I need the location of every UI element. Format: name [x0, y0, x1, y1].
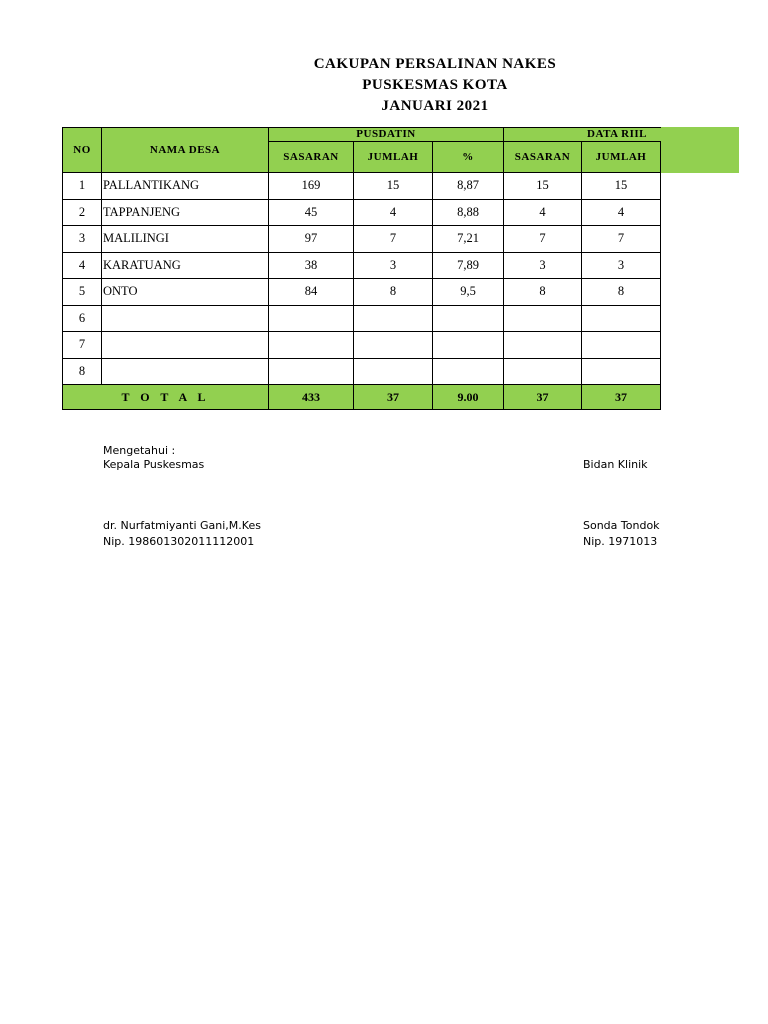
total-jumlah: 37 [354, 385, 433, 410]
header-data-riil: DATA RIIL [504, 128, 661, 142]
row-jumlah: 15 [354, 173, 433, 200]
bidan-nip: Nip. 1971013 [583, 535, 658, 548]
row-jumlah: 7 [354, 226, 433, 253]
total-riil-sasaran: 37 [504, 385, 582, 410]
row-riil-jumlah [582, 358, 661, 385]
title-line-2: PUSKESMAS KOTA [362, 77, 508, 93]
title-line-1: CAKUPAN PERSALINAN NAKES [313, 56, 557, 72]
row-percent [433, 305, 504, 332]
row-riil-sasaran: 8 [504, 279, 582, 306]
row-no: 4 [63, 252, 102, 279]
row-riil-jumlah [582, 332, 661, 359]
header-nama-desa: NAMA DESA [102, 128, 269, 173]
row-riil-jumlah: 7 [582, 226, 661, 253]
bidan-title: Bidan Klinik [583, 458, 648, 471]
table-row [63, 252, 661, 279]
header-sasaran: SASARAN [269, 142, 354, 173]
row-percent [433, 358, 504, 385]
row-no: 5 [63, 279, 102, 306]
row-sasaran: 169 [269, 173, 354, 200]
total-percent: 9.00 [433, 385, 504, 410]
row-no: 2 [63, 199, 102, 226]
row-no: 7 [63, 332, 102, 359]
row-riil-sasaran [504, 358, 582, 385]
row-riil-jumlah: 4 [582, 199, 661, 226]
row-percent: 8,88 [433, 199, 504, 226]
row-percent: 8,87 [433, 173, 504, 200]
row-percent [433, 332, 504, 359]
table-row [63, 279, 661, 306]
row-sasaran [269, 305, 354, 332]
row-no: 8 [63, 358, 102, 385]
row-desa: MALILINGI [102, 226, 269, 253]
title-line-3: JANUARI 2021 [381, 98, 489, 114]
table-row [63, 305, 661, 332]
row-jumlah: 3 [354, 252, 433, 279]
header-riil-sasaran: SASARAN [504, 142, 582, 173]
row-desa [102, 305, 269, 332]
row-percent: 7,89 [433, 252, 504, 279]
header-pusdatin: PUSDATIN [269, 128, 504, 142]
row-riil-sasaran: 7 [504, 226, 582, 253]
total-row [63, 385, 661, 410]
row-sasaran [269, 332, 354, 359]
total-riil-jumlah: 37 [582, 385, 661, 410]
table-row [63, 358, 661, 385]
coverage-table [62, 127, 661, 410]
row-no: 6 [63, 305, 102, 332]
row-jumlah [354, 305, 433, 332]
row-jumlah [354, 358, 433, 385]
header-jumlah: JUMLAH [354, 142, 433, 173]
total-label: T O T A L [63, 385, 269, 410]
header-riil-jumlah: JUMLAH [582, 142, 661, 173]
row-riil-jumlah [582, 305, 661, 332]
row-sasaran: 97 [269, 226, 354, 253]
row-desa [102, 332, 269, 359]
kepala-name: dr. Nurfatmiyanti Gani,M.Kes [103, 519, 261, 532]
table-row [63, 332, 661, 359]
row-desa [102, 358, 269, 385]
header-no: NO [63, 128, 102, 173]
row-desa: KARATUANG [102, 252, 269, 279]
row-jumlah: 8 [354, 279, 433, 306]
row-desa: ONTO [102, 279, 269, 306]
row-sasaran: 45 [269, 199, 354, 226]
row-no: 1 [63, 173, 102, 200]
row-desa: PALLANTIKANG [102, 173, 269, 200]
report-title [230, 54, 640, 117]
mengetahui-label: Mengetahui : [103, 444, 176, 457]
row-sasaran [269, 358, 354, 385]
kepala-title: Kepala Puskesmas [103, 458, 205, 471]
row-desa: TAPPANJENG [102, 199, 269, 226]
row-percent: 7,21 [433, 226, 504, 253]
row-riil-sasaran: 4 [504, 199, 582, 226]
table-row [63, 226, 661, 253]
row-jumlah: 4 [354, 199, 433, 226]
row-sasaran: 38 [269, 252, 354, 279]
row-riil-sasaran [504, 332, 582, 359]
row-sasaran: 84 [269, 279, 354, 306]
bidan-name: Sonda Tondok [583, 519, 660, 532]
row-riil-jumlah: 8 [582, 279, 661, 306]
row-no: 3 [63, 226, 102, 253]
row-riil-jumlah: 3 [582, 252, 661, 279]
row-riil-sasaran [504, 305, 582, 332]
kepala-nip: Nip. 198601302011112001 [103, 535, 255, 548]
row-percent: 9,5 [433, 279, 504, 306]
header-percent: % [433, 142, 504, 173]
row-riil-sasaran: 15 [504, 173, 582, 200]
row-riil-jumlah: 15 [582, 173, 661, 200]
table-row [63, 173, 661, 200]
total-sasaran: 433 [269, 385, 354, 410]
row-riil-sasaran: 3 [504, 252, 582, 279]
row-jumlah [354, 332, 433, 359]
table-row [63, 199, 661, 226]
